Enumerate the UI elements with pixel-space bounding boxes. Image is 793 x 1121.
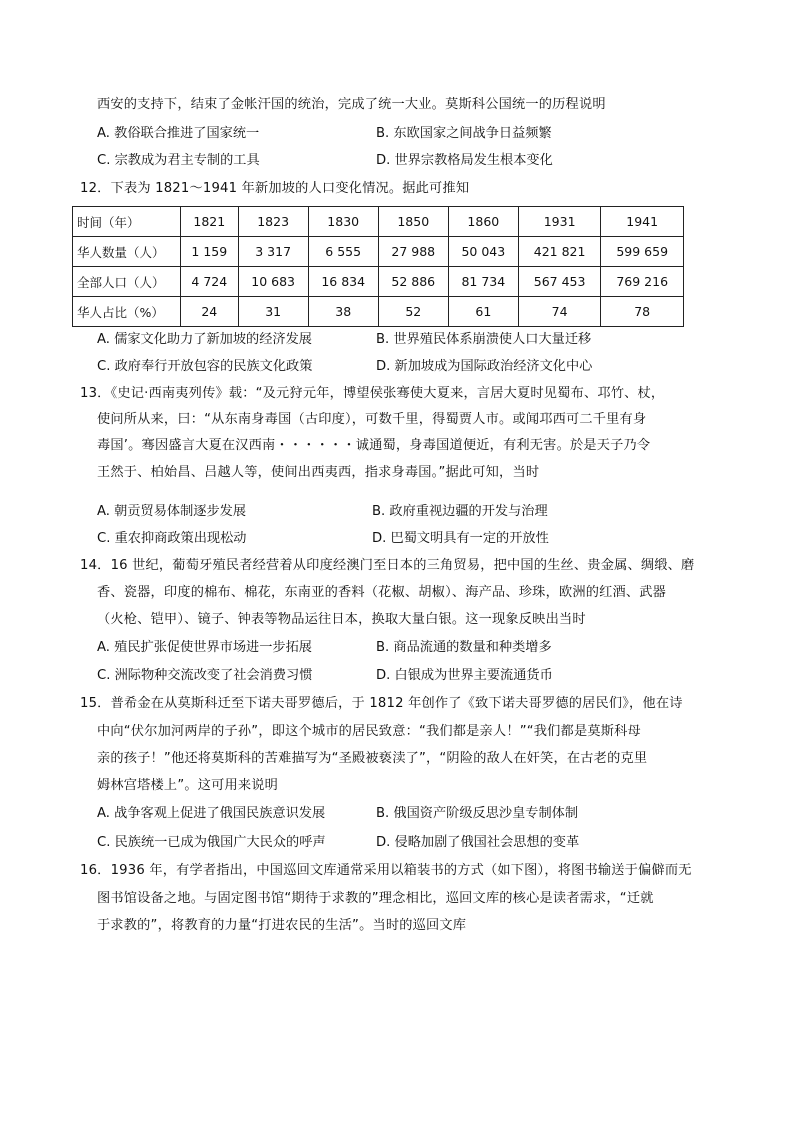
q13-option-b: B. 政府重视边疆的开发与治理 (372, 504, 548, 519)
intro-line: 西安的支持下，结束了金帐汗国的统治，完成了统一大业。莫斯科公国统一的历程说明 (97, 97, 606, 112)
q13-option-c: C. 重农抑商政策出现松动 (97, 531, 247, 546)
q15-line-3: 亲的孩子！”他还将莫斯科的苦难描写为“圣殿被亵渎了”，“阴险的敌人在奸笑，在古老的克里 (97, 751, 648, 766)
table-cell: 81 734 (448, 267, 518, 297)
q14-option-d: D. 白银成为世界主要流通货币 (376, 668, 553, 683)
table-cell: 16 834 (308, 267, 378, 297)
table-year: 1823 (238, 207, 308, 237)
q13-line-2: 使问所从来，曰：“从东南身毒国（古印度），可数千里，得蜀贾人市。或闻邛西可二千里有身 (97, 412, 647, 427)
q15-option-d: D. 侵略加剧了俄国社会思想的变革 (376, 835, 580, 850)
q11-option-c: C. 宗教成为君主专制的工具 (97, 153, 260, 168)
q12-stem: 12．下表为 1821～1941 年新加坡的人口变化情况。据此可推知 (80, 181, 470, 196)
q12-option-b: B. 世界殖民体系崩溃使人口大量迁移 (376, 332, 592, 347)
table-cell: 74 (518, 297, 601, 327)
table-year: 1821 (181, 207, 239, 237)
population-table (72, 206, 684, 327)
q14-option-c: C. 洲际物种交流改变了社会消费习惯 (97, 668, 313, 683)
q12-option-a: A. 儒家文化助力了新加坡的经济发展 (97, 332, 312, 347)
q15-option-a: A. 战争客观上促进了俄国民族意识发展 (97, 806, 326, 821)
table-cell: 61 (448, 297, 518, 327)
q14-option-b: B. 商品流通的数量和种类增多 (376, 640, 552, 655)
row-label: 华人占比（%） (73, 297, 181, 327)
table-cell: 567 453 (518, 267, 601, 297)
q11-option-a: A. 教俗联合推进了国家统一 (97, 126, 260, 141)
table-cell: 6 555 (308, 237, 378, 267)
table-row (73, 237, 684, 267)
row-label: 华人数量（人） (73, 237, 181, 267)
q13-line-4: 王然于、柏始昌、吕越人等，使间出西夷西，指求身毒国。”据此可知，当时 (97, 465, 540, 480)
table-cell: 599 659 (601, 237, 684, 267)
q13-option-d: D. 巴蜀文明具有一定的开放性 (372, 531, 549, 546)
q11-option-b: B. 东欧国家之间战争日益频繁 (376, 126, 552, 141)
table-cell: 50 043 (448, 237, 518, 267)
table-cell: 52 (378, 297, 448, 327)
table-cell: 4 724 (181, 267, 239, 297)
q12-option-d: D. 新加坡成为国际政治经济文化中心 (376, 359, 593, 374)
q12-option-c: C. 政府奉行开放包容的民族文化政策 (97, 359, 313, 374)
table-cell: 27 988 (378, 237, 448, 267)
table-row (73, 297, 684, 327)
table-row (73, 207, 684, 237)
table-cell: 52 886 (378, 267, 448, 297)
table-cell: 769 216 (601, 267, 684, 297)
q16-line-2: 图书馆设备之地。与固定图书馆“期待于求教的”理念相比，巡回文库的核心是读者需求，“迁就 (97, 891, 654, 906)
table-cell: 1 159 (181, 237, 239, 267)
table-cell: 421 821 (518, 237, 601, 267)
q11-option-d: D. 世界宗教格局发生根本变化 (376, 153, 553, 168)
table-cell: 78 (601, 297, 684, 327)
table-header-label: 时间（年） (73, 207, 181, 237)
q15-option-c: C. 民族统一已成为俄国广大民众的呼声 (97, 835, 326, 850)
q14-line-3: （火枪、铠甲）、镜子、钟表等物品运往日本，换取大量白银。这一现象反映出当时 (97, 612, 586, 627)
q16-line-1: 16．1936 年，有学者指出，中国巡回文库通常采用以箱装书的方式（如下图），将图书输送于偏僻而无 (80, 863, 692, 878)
table-year: 1830 (308, 207, 378, 237)
row-label: 全部人口（人） (73, 267, 181, 297)
q14-line-2: 香、瓷器，印度的棉布、棉花，东南亚的香料（花椒、胡椒）、海产品、珍珠，欧洲的红酒、武器 (97, 585, 667, 600)
q15-line-2: 中向“伏尔加河两岸的子孙”，即这个城市的居民致意：“我们都是亲人！”“我们都是莫斯科母 (97, 724, 641, 739)
q15-line-1: 15．普希金在从莫斯科迁至下诺夫哥罗德后，于 1812 年创作了《致下诺夫哥罗德的居民们》，他在诗 (80, 696, 683, 711)
q14-line-1: 14．16 世纪，葡萄牙殖民者经营着从印度经澳门至日本的三角贸易，把中国的生丝、贵金属、绸缎、磨 (80, 558, 695, 573)
table-row (73, 267, 684, 297)
q15-line-4: 姆林宫塔楼上”。这可用来说明 (97, 778, 279, 793)
q13-line-3: 毒国’。骞因盛言大夏在汉西南・・・・・・诚通蜀，身毒国道便近，有利无害。於是天子乃令 (97, 438, 651, 453)
table-year: 1941 (601, 207, 684, 237)
q16-line-3: 于求教的”，将教育的力量“打进农民的生活”。当时的巡回文库 (97, 918, 467, 933)
table-cell: 10 683 (238, 267, 308, 297)
q14-option-a: A. 殖民扩张促使世界市场进一步拓展 (97, 640, 312, 655)
q15-option-b: B. 俄国资产阶级反思沙皇专制体制 (376, 806, 579, 821)
table-cell: 38 (308, 297, 378, 327)
table-year: 1850 (378, 207, 448, 237)
q13-line-1: 13．《史记·西南夷列传》载：“及元狩元年，博望侯张骞使大夏来，言居大夏时见蜀布、邛竹、杖， (80, 386, 665, 401)
table-cell: 31 (238, 297, 308, 327)
q13-option-a: A. 朝贡贸易体制逐步发展 (97, 504, 247, 519)
table-year: 1931 (518, 207, 601, 237)
table-cell: 24 (181, 297, 239, 327)
table-cell: 3 317 (238, 237, 308, 267)
table-year: 1860 (448, 207, 518, 237)
